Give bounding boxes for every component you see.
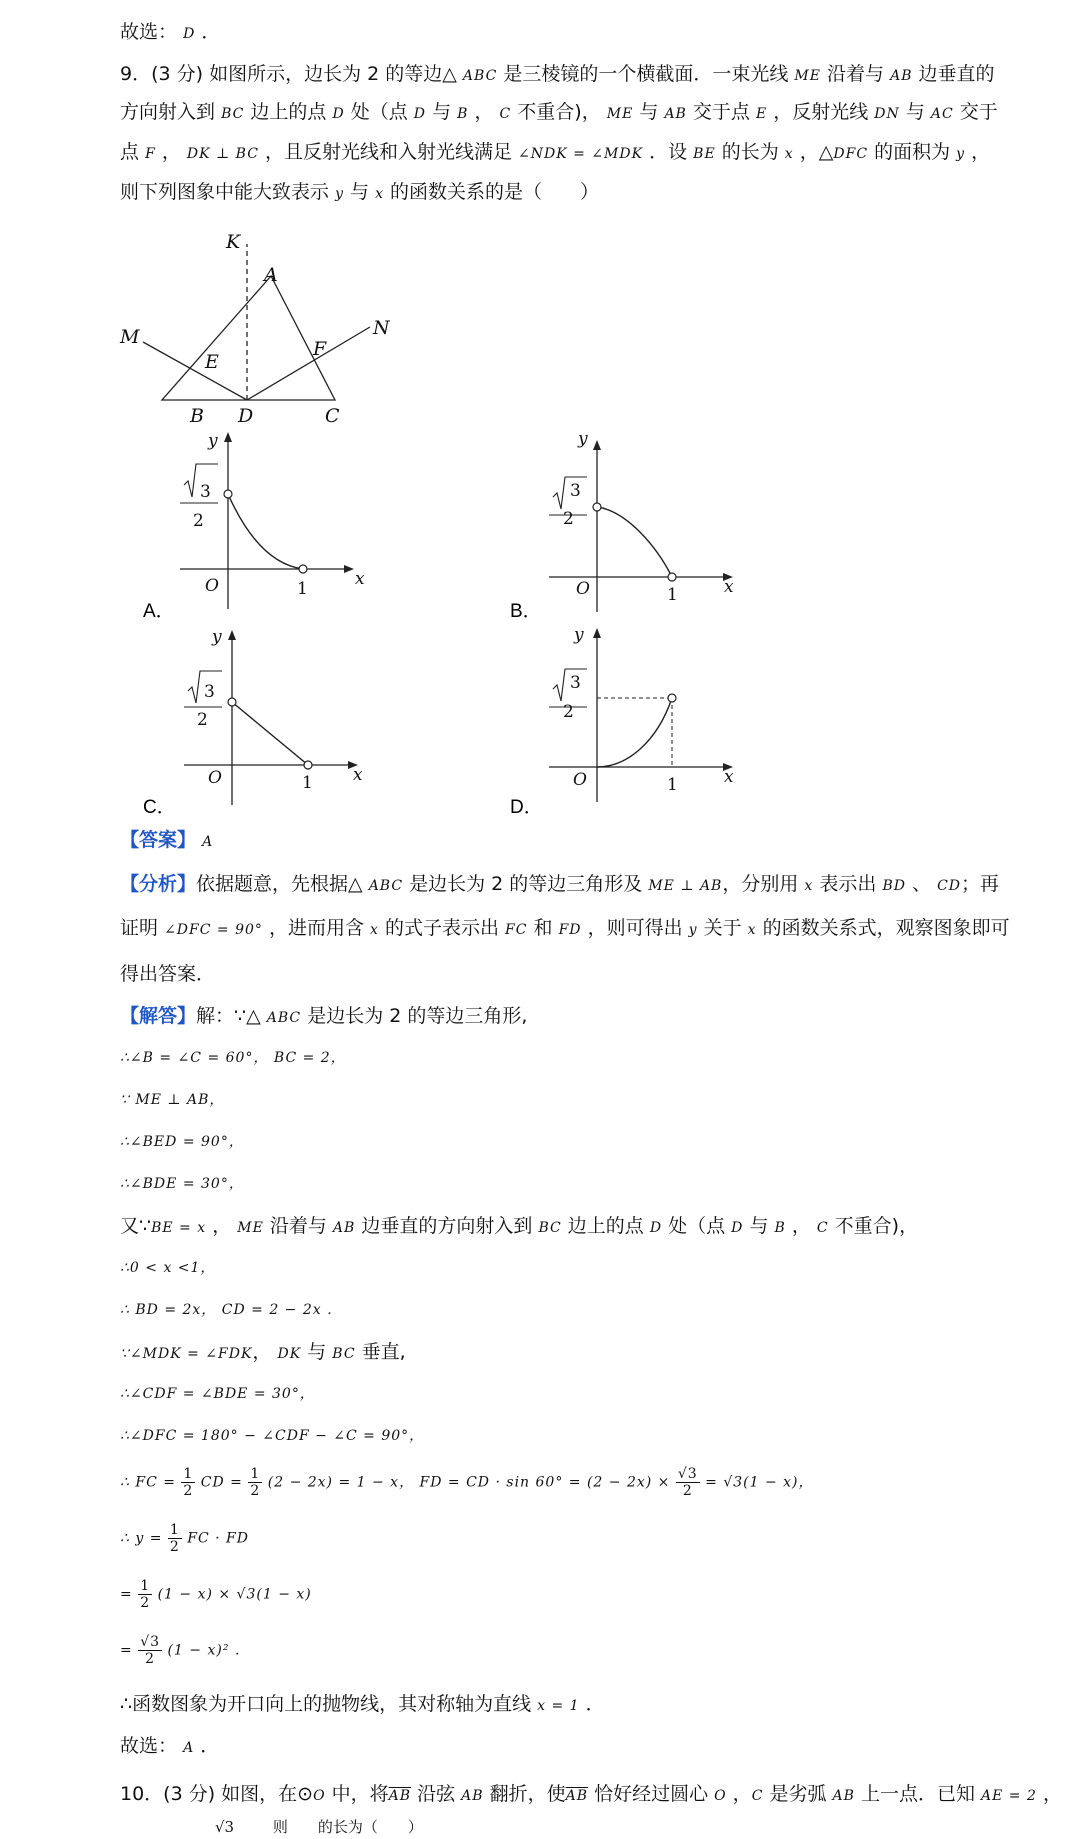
curve-b [597,507,672,577]
graph-a-two: 2 [193,511,204,531]
solution-line-5: ∴∠BDE = 30°， [120,1176,244,1192]
line-c [232,702,308,765]
graph-c-two: 2 [197,710,208,730]
graph-a-sqrt3: 3 [200,482,211,502]
graph-c-one: 1 [302,773,313,793]
solution-line-10: ∴∠CDF = ∠BDE = 30°， [120,1386,315,1402]
label-k: K [226,231,241,253]
solution-line-12: ∴ FC = $\frac{1}{2}$ CD = $\frac{1}{2}$ (2 − 2x) = 1 − x， FD = CD · sin 60° = (2 − 2x) × $\frac{√3}{2}$ = √3(1 − x)， [120,1466,814,1499]
solution-line-9: ∵∠MDK = ∠FDK， DK 与 BC 垂直, [120,1341,406,1363]
graph-d-y-label: y [574,625,584,645]
option-c-label[interactable]: C． [143,797,176,818]
label-d: D [238,405,254,427]
triangle-abc [162,276,335,400]
option-a-label[interactable]: A． [143,601,175,622]
graph-b-x-label: x [724,577,734,597]
curve-d [597,698,672,767]
graph-c-x-label: x [353,765,363,785]
option-d-label[interactable]: D． [510,797,543,818]
label-b: B [190,405,204,427]
solution-line-16: ∴函数图象为开口向上的抛物线，其对称轴为直线 x = 1 ． [120,1693,605,1715]
label-c: C [325,405,340,427]
graph-c-origin: O [208,768,222,788]
label-m: M [120,326,140,348]
prev-answer-line: 故选： D ． [120,21,221,43]
graph-a-origin: O [205,576,219,596]
graph-c-sqrt3: 3 [204,682,215,702]
solution-line-1: 【解答】解：∵△ ABC 是边长为 2 的等边三角形, [120,1005,528,1027]
graph-a-x-label: x [355,569,365,589]
solution-line-8: ∴ BD = 2x， CD = 2 − 2x ． [120,1302,343,1318]
graph-a-y-label: y [208,431,218,451]
label-a: A [264,264,278,286]
answer-tag: 【答案】 [120,829,197,851]
q9-line-3: 点 F ， DK ⊥ BC ，且反射光线和入射光线满足 ∠NDK = ∠MDK ．设 BE 的长为 x ，△DFC 的面积为 y ， [120,141,991,163]
graph-b-sqrt3: 3 [570,481,581,501]
q9-line-1: 9．(3 分) 如图所示，边长为 2 的等边△ ABC 是三棱镜的一个横截面．一束光线 ME 沿着与 AB 边垂直的 [120,63,995,85]
prism-figure [143,244,370,400]
analysis-line-3: 得出答案． [120,963,216,985]
analysis-line-1: 【分析】依据题意，先根据△ ABC 是边长为 2 的等边三角形及 ME ⊥ AB，分别用 x 表示出 BD 、 CD；再 [120,873,1000,895]
solution-line-17: 故选： A ． [120,1735,220,1757]
graph-d-origin: O [573,770,587,790]
label-e: E [205,351,219,373]
solution-line-13: ∴ y = $\frac{1}{2}$ FC · FD [120,1522,249,1555]
graph-c-y-label: y [212,627,222,647]
label-f: F [313,338,327,360]
prev-answer-value: D [183,26,196,42]
ray-md [143,342,247,400]
graph-b-one: 1 [667,585,678,605]
graph-a-one: 1 [297,579,308,599]
analysis-line-2: 证明 ∠DFC = 90° ，进而用含 x 的式子表示出 FC 和 FD ，则可得出 y 关于 x 的函数关系式，观察图象即可 [120,917,1010,939]
graph-d-one: 1 [667,775,678,795]
solution-line-4: ∴∠BED = 90°， [120,1134,244,1150]
graph-d-sqrt3: 3 [570,673,581,693]
graph-b-y-label: y [578,429,588,449]
q10-line-2-partial: √3 则 的长为（ ） [215,1818,423,1836]
solution-line-7: ∴0 < x <1， [120,1260,216,1276]
solution-line-14: = $\frac{1}{2}$ (1 − x) × √3(1 − x) [120,1578,312,1611]
q9-line-2: 方向射入到 BC 边上的点 D 处（点 D 与 B ， C 不重合)， ME 与 AB 交于点 E ，反射光线 DN 与 AC 交于 [120,101,998,123]
graph-b-origin: O [576,579,590,599]
graph-d-x-label: x [724,767,734,787]
answer-line [120,828,213,854]
label-n: N [373,317,390,339]
solution-line-6: 又∵BE = x ， ME 沿着与 AB 边垂直的方向射入到 BC 边上的点 D 处（点 D 与 B ， C 不重合)， [120,1215,919,1237]
option-b-label[interactable]: B． [510,601,542,622]
q10-line-1: 10．(3 分) 如图，在⊙O 中，将$\overline{AB}$ 沿弦 AB 翻折，使$\overline{AB}$ 恰好经过圆心 O ，C 是劣弧 AB 上一点．已知 AE = 2 ， [120,1783,1062,1805]
curve-a [228,494,303,569]
solution-line-3: ∵ ME ⊥ AB， [120,1092,225,1108]
ray-dn [247,327,370,400]
q9-line-4: 则下列图象中能大致表示 y 与 x 的函数关系的是（ ） [120,181,600,203]
prev-answer-label: 故选： [120,21,178,43]
graph-d-two: 2 [563,702,574,722]
answer-value: A [202,834,214,850]
graph-b-two: 2 [563,509,574,529]
solution-line-11: ∴∠DFC = 180° − ∠CDF − ∠C = 90°， [120,1428,425,1444]
solution-line-15: = $\frac{√3}{2}$ (1 − x)² ． [120,1634,250,1667]
solution-line-2: ∴∠B = ∠C = 60°， BC = 2， [120,1050,346,1066]
